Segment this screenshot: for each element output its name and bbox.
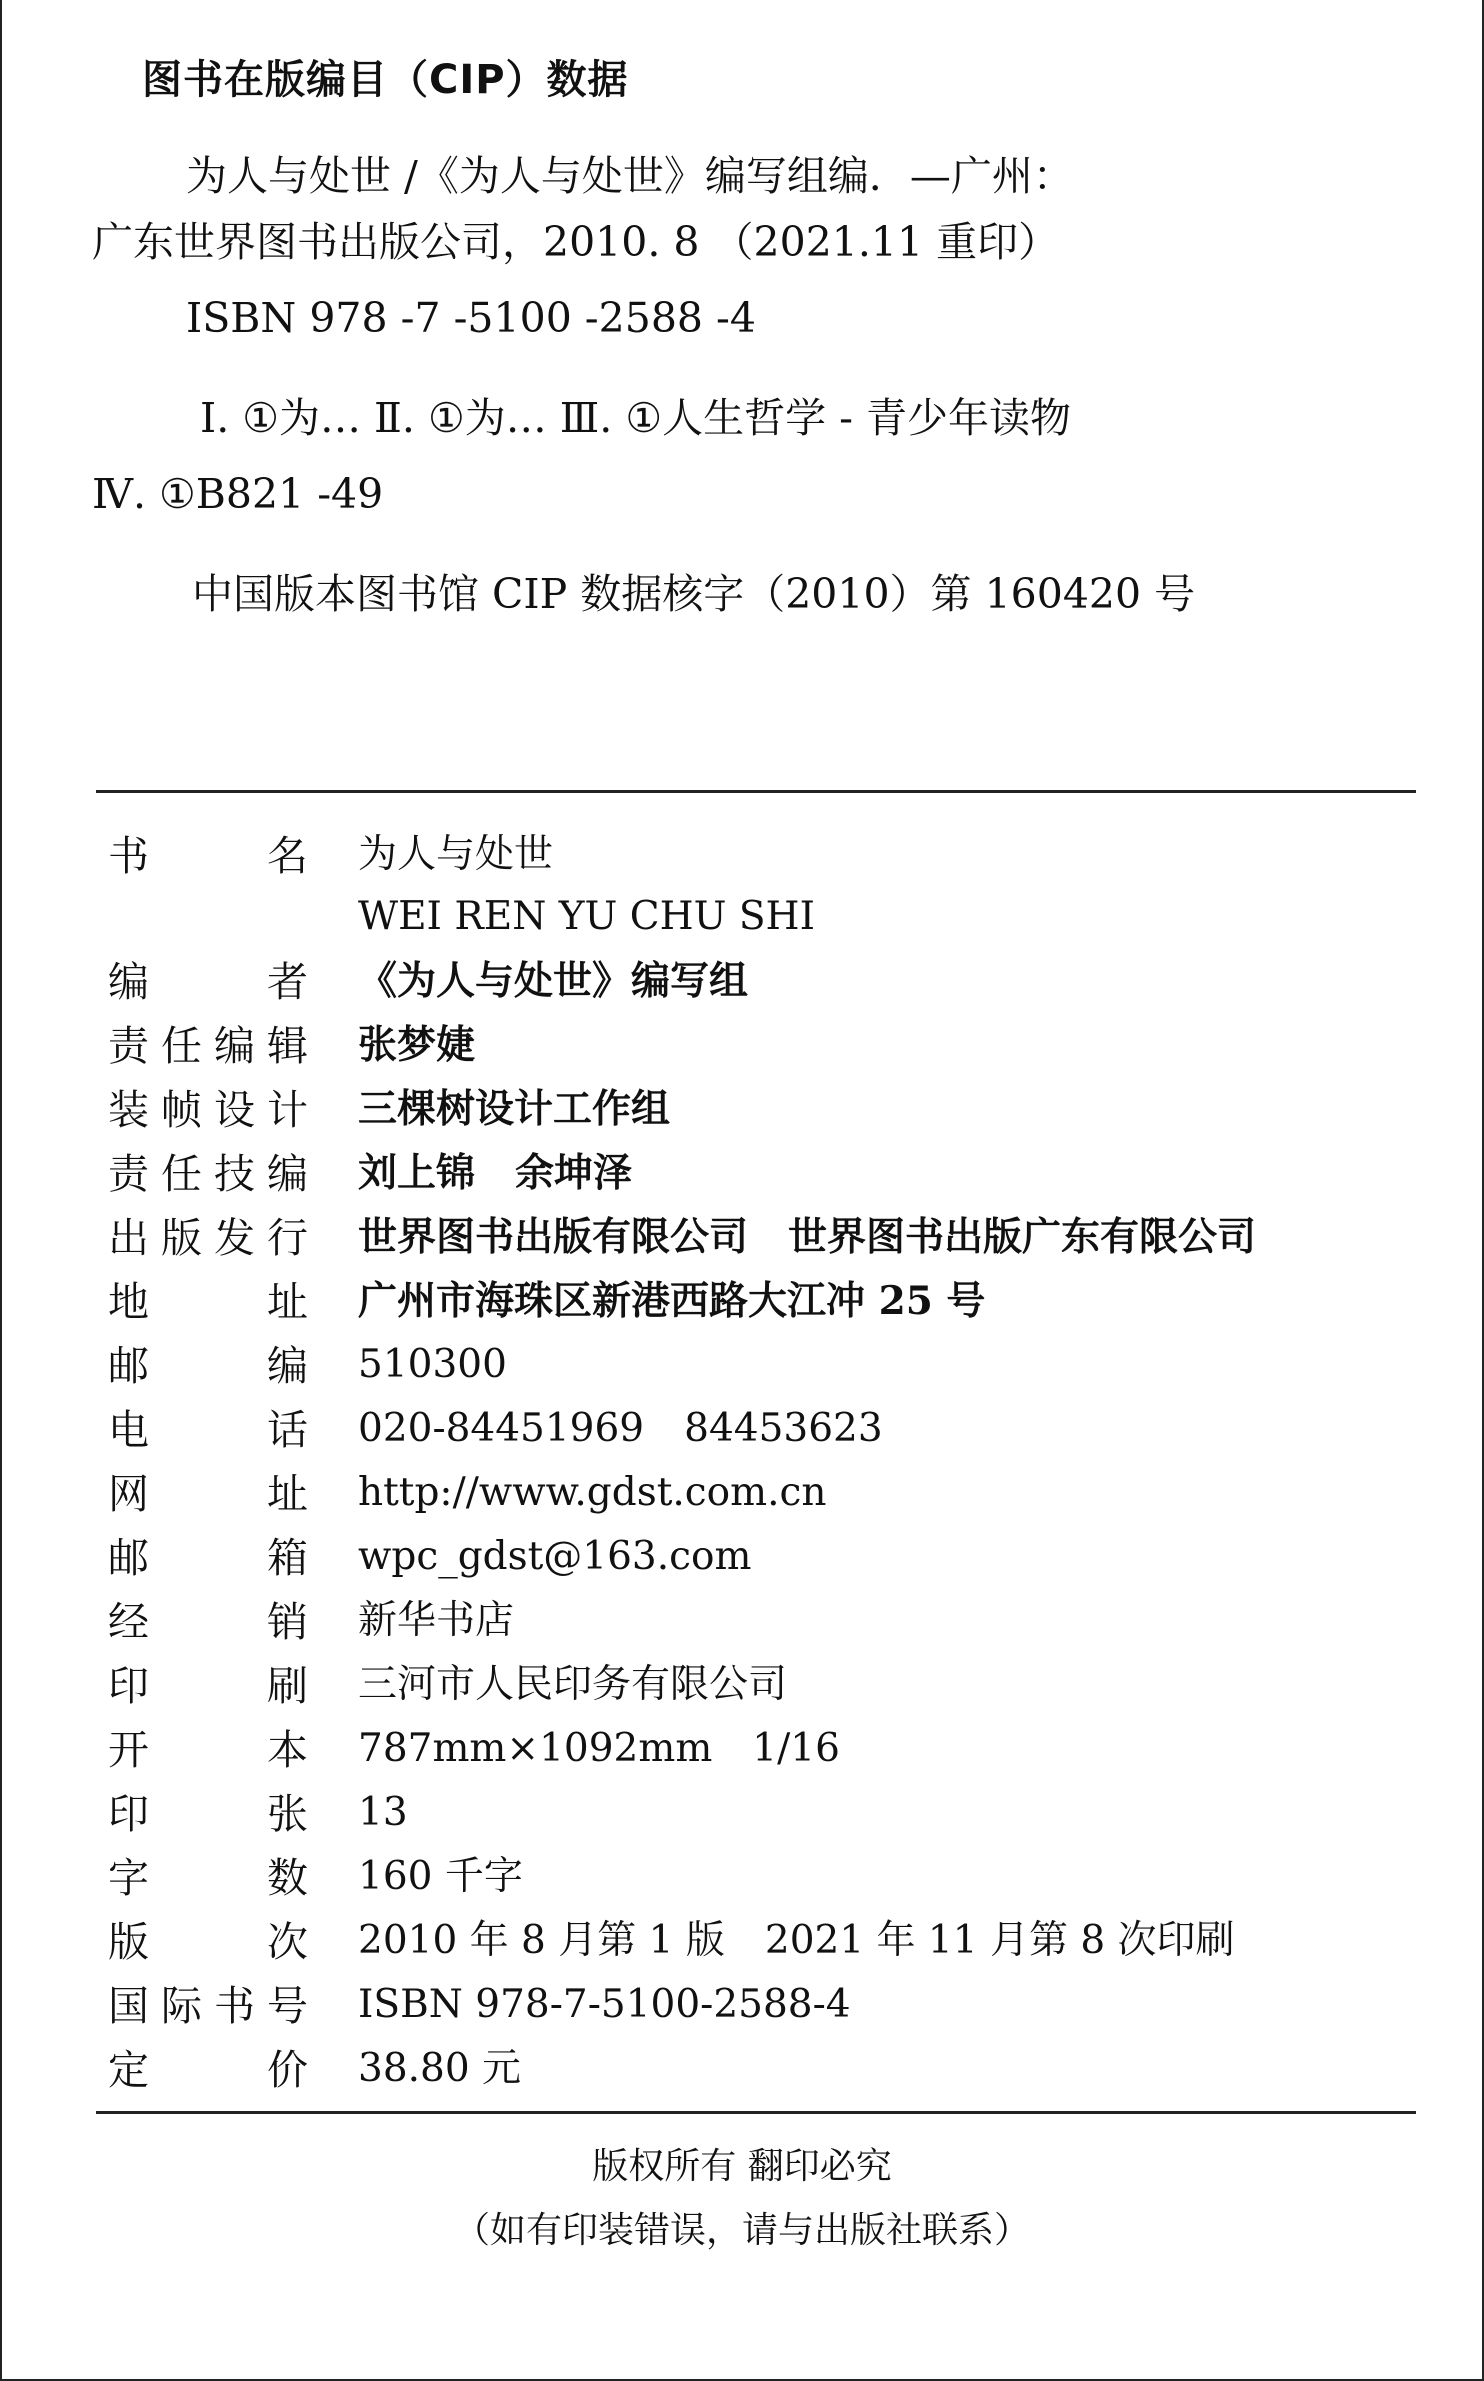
info-label: 书名 <box>108 832 308 880</box>
info-label: 编者 <box>108 958 308 1006</box>
info-value-part: 787mm×1092mm <box>358 1726 713 1771</box>
info-value-part: 1/16 <box>752 1726 840 1771</box>
info-value: http://www.gdst.com.cn <box>358 1470 827 1515</box>
info-value: wpc_gdst@163.com <box>358 1534 752 1579</box>
info-value: 510300 <box>358 1342 507 1387</box>
info-label: 电话 <box>108 1406 308 1454</box>
info-value-part: 2021 年 11 月第 8 次印刷 <box>764 1918 1235 1963</box>
info-value: 13 <box>358 1790 408 1835</box>
info-value-part: 世界图书出版广东有限公司 <box>788 1214 1257 1260</box>
info-label: 国际书号 <box>108 1982 308 2030</box>
info-label: 装帧设计 <box>108 1086 308 1134</box>
cip-heading: 图书在版编目（CIP）数据 <box>142 57 629 103</box>
info-value: 张梦婕 <box>358 1022 476 1068</box>
info-label: 地址 <box>108 1278 308 1326</box>
info-value <box>358 1150 632 1197</box>
misprint-notice: （如有印装错误，请与出版社联系） <box>453 2210 1030 2251</box>
info-value-part: 2010 年 8 月第 1 版 <box>358 1918 725 1963</box>
cip-line-isbn: ISBN 978 -7 -5100 -2588 -4 <box>186 294 756 342</box>
info-value-part: 世界图书出版有限公司 <box>358 1214 749 1260</box>
info-label: 责任技编 <box>108 1150 308 1198</box>
info-label: 印刷 <box>108 1662 308 1710</box>
info-label: 版次 <box>108 1918 308 1966</box>
cip-line-publisher: 广东世界图书出版公司，2010. 8 （2021.11 重印） <box>92 218 1060 266</box>
info-label: 开本 <box>108 1726 308 1774</box>
cip-line-title: 为人与处世 /《为人与处世》编写组编．—广州： <box>186 152 1074 200</box>
info-value-part: 余坤泽 <box>515 1150 633 1196</box>
info-value <box>358 1918 1235 1965</box>
info-label: 印张 <box>108 1790 308 1838</box>
info-value <box>358 1406 883 1453</box>
cip-line-classification: Ⅰ. ①为… Ⅱ. ①为… Ⅲ. ①人生哲学 - 青少年读物 <box>200 394 1072 442</box>
copyright-notice: 版权所有 翻印必究 <box>592 2146 892 2187</box>
info-value: 三河市人民印务有限公司 <box>358 1662 788 1707</box>
info-label: 字数 <box>108 1854 308 1902</box>
info-label: 定价 <box>108 2046 308 2094</box>
info-value: 《为人与处世》编写组 <box>358 958 749 1004</box>
info-label: 出版发行 <box>108 1214 308 1262</box>
info-value <box>358 1726 840 1773</box>
info-value-part: 84453623 <box>684 1406 883 1451</box>
info-value-part: 刘上锦 <box>358 1150 476 1196</box>
info-value <box>358 1214 1256 1261</box>
info-value: 广州市海珠区新港西路大江冲 25 号 <box>358 1278 986 1324</box>
info-label: 经销 <box>108 1598 308 1646</box>
cip-line-record-number: 中国版本图书馆 CIP 数据核字（2010）第 160420 号 <box>192 570 1196 618</box>
info-label: 网址 <box>108 1470 308 1518</box>
info-value: ISBN 978-7-5100-2588-4 <box>358 1982 851 2027</box>
info-label: 邮箱 <box>108 1534 308 1582</box>
info-value: 为人与处世 <box>358 832 554 877</box>
info-value: 160 千字 <box>358 1854 523 1899</box>
top-divider <box>96 790 1416 793</box>
info-value: 新华书店 <box>358 1598 515 1643</box>
info-value: WEI REN YU CHU SHI <box>358 894 815 939</box>
info-label: 邮编 <box>108 1342 308 1390</box>
info-value: 38.80 元 <box>358 2046 522 2091</box>
bottom-divider <box>96 2111 1416 2114</box>
cip-line-class-number: Ⅳ. ①B821 -49 <box>92 470 384 518</box>
info-label: 责任编辑 <box>108 1022 308 1070</box>
info-value-part: 020-84451969 <box>358 1406 645 1451</box>
info-value: 三棵树设计工作组 <box>358 1086 671 1132</box>
